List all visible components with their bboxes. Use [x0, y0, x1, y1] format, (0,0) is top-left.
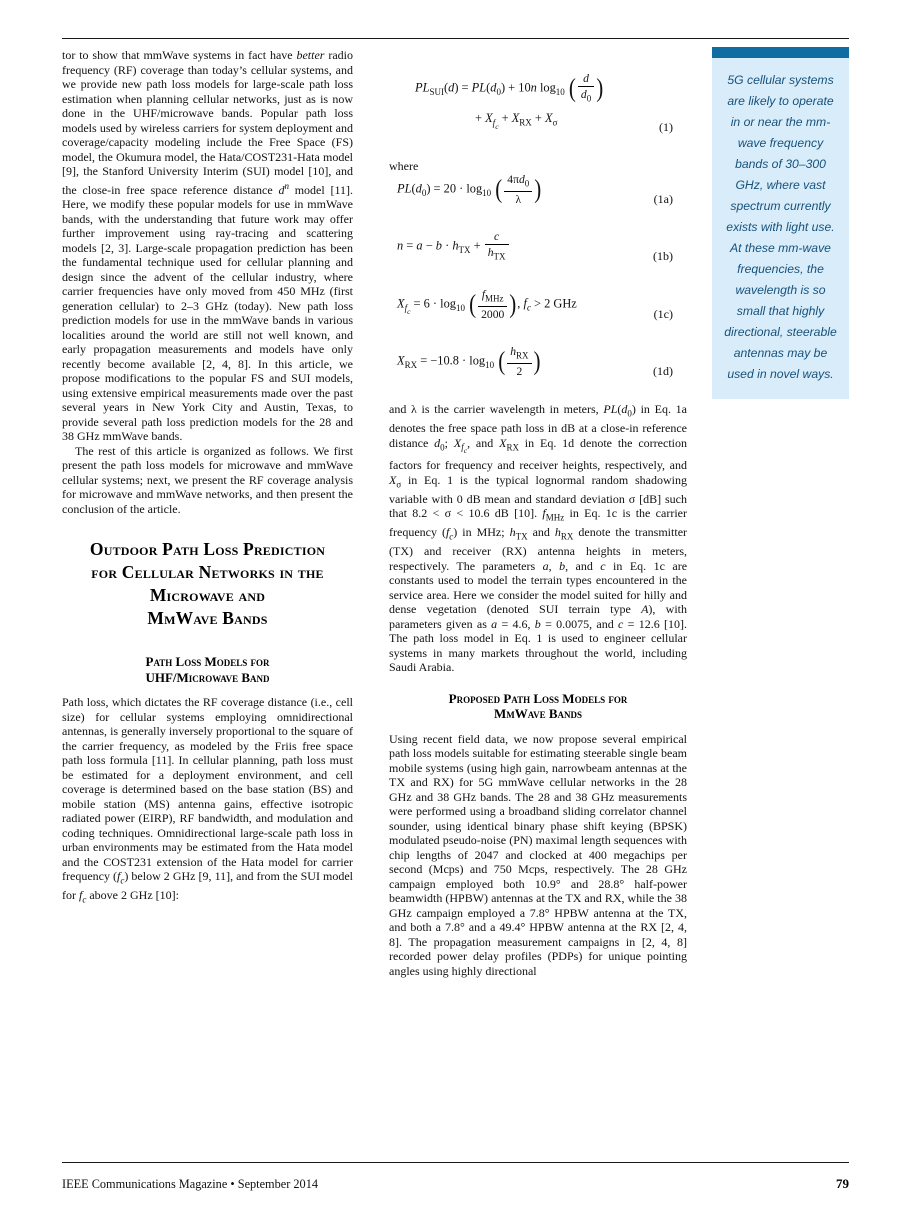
- equation-label: (1c): [653, 306, 673, 321]
- footer-journal: IEEE Communications Magazine • September 2014: [62, 1177, 318, 1191]
- equation-label: (1b): [653, 249, 673, 264]
- subsection-heading-line: MmWave Bands: [493, 706, 583, 722]
- body-paragraph: tor to show that mmWave systems in fact have better radio frequency (RF) coverage than today’s cellular systems, and we provide new path loss models for large-scale path loss estimation when planning cellular networks, just as is now done in the UHF/microwave bands. Popular path loss models used by wireless carriers for system deployment and coverage/capacity modeling include the Free Space (FS) model, the Okumura model, the Hata/COST231-Hata model [9], the Stanford University Interim (SUI) model [10], and the close-in free space reference distance $d^n$ model [11]. Here, we modify these popular models for use in mmWave bands, with the understanding that future work may offer further improvement using ray-tracing and scattering models [2, 3]. Large-scale propagation prediction has been the fundamental technique used for cellular planning and design since the advent of the cellular industry, where carrier frequencies have only moved from 450 MHz (first generation cellular) to 2–3 GHz (today). New path loss prediction models for use in the mmWave bands in various localities around the world are still not well known, and early propagation measurements and models have only recently become available [2, 4, 8]. In this article, we propose modifications to the popular FS and SUI models, using extensive empirical measurements made over the past several years in New York City and Austin, Texas, to provide several path loss prediction models for the 28 and 38 GHz mmWave bands.: [62, 48, 354, 443]
- body-paragraph: and λ is the carrier wavelength in meters, $PL(d_0)$ in Eq. 1a denotes the free space path loss in dB at a close-in reference distance $d_0$; $X_{f_c}$, and $X_{RX}$ in Eq. 1d denote the correction factors for frequency and receiver heights, respectively, and $X_\sigma$ in Eq. 1 is the typical lognormal random shadowing variable with 0 dB mean and standard deviation σ [dB] such that 8.2 < σ < 10.6 dB [10]. $f_{MHz}$ in Eq. 1c is the carrier frequency $(f_c)$ in MHz; $h_{TX}$ and $h_{RX}$ denote the transmitter (TX) and receiver (RX) antenna heights in meters, respectively. The parameters a, b, and c in Eq. 1c are constants used to model the terrain types encountered in the service area. Here we consider the model suited for hilly and dense vegetation (denoted SUI terrain type A), with parameters given as a = 4.6, b = 0.0075, and c = 12.6 [10]. The path loss model in Eq. 1 is used to engineer cellular systems in many markets throughout the world, including Saudi Arabia.: [389, 402, 688, 675]
- top-rule: [62, 38, 849, 39]
- equation-body: $X_{RX} = -10.8 \cdot \log_{10}$ ( $\frac{h_{RX}}{2}$ ): [397, 345, 541, 379]
- pull-quote-box: [712, 58, 849, 399]
- footer-rule: [62, 1162, 849, 1163]
- equation-body: $n = a - b \cdot h_{TX}$ + $\frac{c}{h_{TX}}$: [389, 230, 627, 263]
- subsection-heading-line: Proposed Path Loss Models for: [448, 690, 628, 706]
- pull-quote-text: 5G cellular systems are likely to operate in or near the mm-wave frequency bands of 30–300 GHz, where vast spectrum currently exists with light use. At these mm-wave frequencies, the wavelength is so small that highly directional, steerable antennas may be used in novel ways.: [724, 73, 837, 381]
- equation-label: (1a): [653, 191, 673, 206]
- middle-column: [389, 48, 687, 978]
- equation-area: [389, 72, 687, 378]
- footer-page-number: 79: [836, 1176, 849, 1191]
- equation-block: [389, 72, 687, 135]
- pull-quote-sidebar: [712, 47, 849, 399]
- body-paragraph: Path loss, which dictates the RF coverage distance (i.e., cell size) for cellular systems employing omnidirectional antennas, is generally inversely proportional to the square of the carrier frequency, as modeled by the Friis free space path loss formula [11]. In cellular planning, path loss must be estimated for a deployment environment, and cell coverage is determined based on the base station (BS) and mobile station (MS) antenna gains, effective isotropic radiated power (EIRP), RF bandwidth, and modulation and coding techniques. Omnidirectional large-scale path loss in urban environments may be estimated from the Hata model and the COST231 extension of the Hata model for carrier frequency $(f_c)$ below 2 GHz [9, 11], and from the SUI model for $f_c$ above 2 GHz [10]:: [62, 695, 353, 905]
- body-paragraph: Using recent field data, we now propose several empirical path loss models suitable for estimating steerable single beam mobile systems (using high gain, narrowbeam antennas at the TX and RX) for 5G mmWave cellular networks in the 28 GHz and 38 GHz bands. The 28 and 38 GHz measurements were performed using a broadband sliding correlator channel sounder, using identical binary phase shift keying (BPSK) modulated pseudo-noise (PN) maximal length sequences with chip lengths of 2047 and clocked at 400 megachips per second (Mcps) and 750 Mcps, respectively. The 28 GHz campaign employed both 10.9° and 28.8° half-power beamwidth (HPBW) antennas at the TX and RX, while the 38 GHz campaign employed a 7.8° HPBW antenna at the TX, and both a 7.8° and a 49.4° HPBW antenna at the RX [2, 4, 8]. The propagation measurement campaigns in [2, 4, 8] recorded power delay profiles (PDPs) for unique pointing angles using highly directional: [389, 731, 687, 978]
- left-column: [62, 48, 353, 907]
- equation-label: (1): [659, 120, 673, 135]
- where-label: where: [389, 158, 419, 173]
- section-heading-line: for Cellular Networks in the: [91, 562, 324, 582]
- footer: [62, 1176, 849, 1192]
- equation-block: [389, 345, 687, 378]
- equation-body: $X_{f_c} = 6 \cdot \log_{10}$ ( $\frac{f_{MHz}}{2000}$ ), $f_c > 2$ GHz: [397, 287, 577, 322]
- subsection-heading: [62, 654, 353, 685]
- equation-body: $PL_{SUI}(d) = PL(d_0) + 10n$ $\log_{10}$ ( $\frac{d}{d_0}$ ) + $X_{f_c} + X_{RX} + X_\sigma$: [415, 72, 604, 131]
- section-heading-line: Microwave and: [149, 585, 266, 605]
- body-paragraph: The rest of this article is organized as follows. We first present the path loss models for microwave and mmWave cellular systems; next, we present the RF coverage analysis for microwave and mmWave networks, and then present the conclusion of the article.: [62, 443, 353, 516]
- sidebar-accent-bar: [712, 47, 849, 58]
- equation-block: [389, 288, 687, 321]
- subsection-heading-line: UHF/Microwave Band: [145, 669, 270, 685]
- section-heading-line: MmWave Bands: [147, 608, 268, 628]
- subsection-heading: [389, 691, 687, 722]
- subsection-heading-line: Path Loss Models for: [145, 654, 270, 669]
- equation-block: [389, 230, 687, 263]
- section-heading-line: Outdoor Path Loss Prediction: [89, 539, 326, 559]
- equation-label: (1d): [653, 363, 673, 378]
- section-heading: [62, 538, 353, 630]
- equation-block: [389, 173, 687, 206]
- equation-body: $PL(d_0) = 20 \cdot \log_{10}$ ( $\frac{4\pi d_0}{\lambda}$ ): [397, 173, 542, 207]
